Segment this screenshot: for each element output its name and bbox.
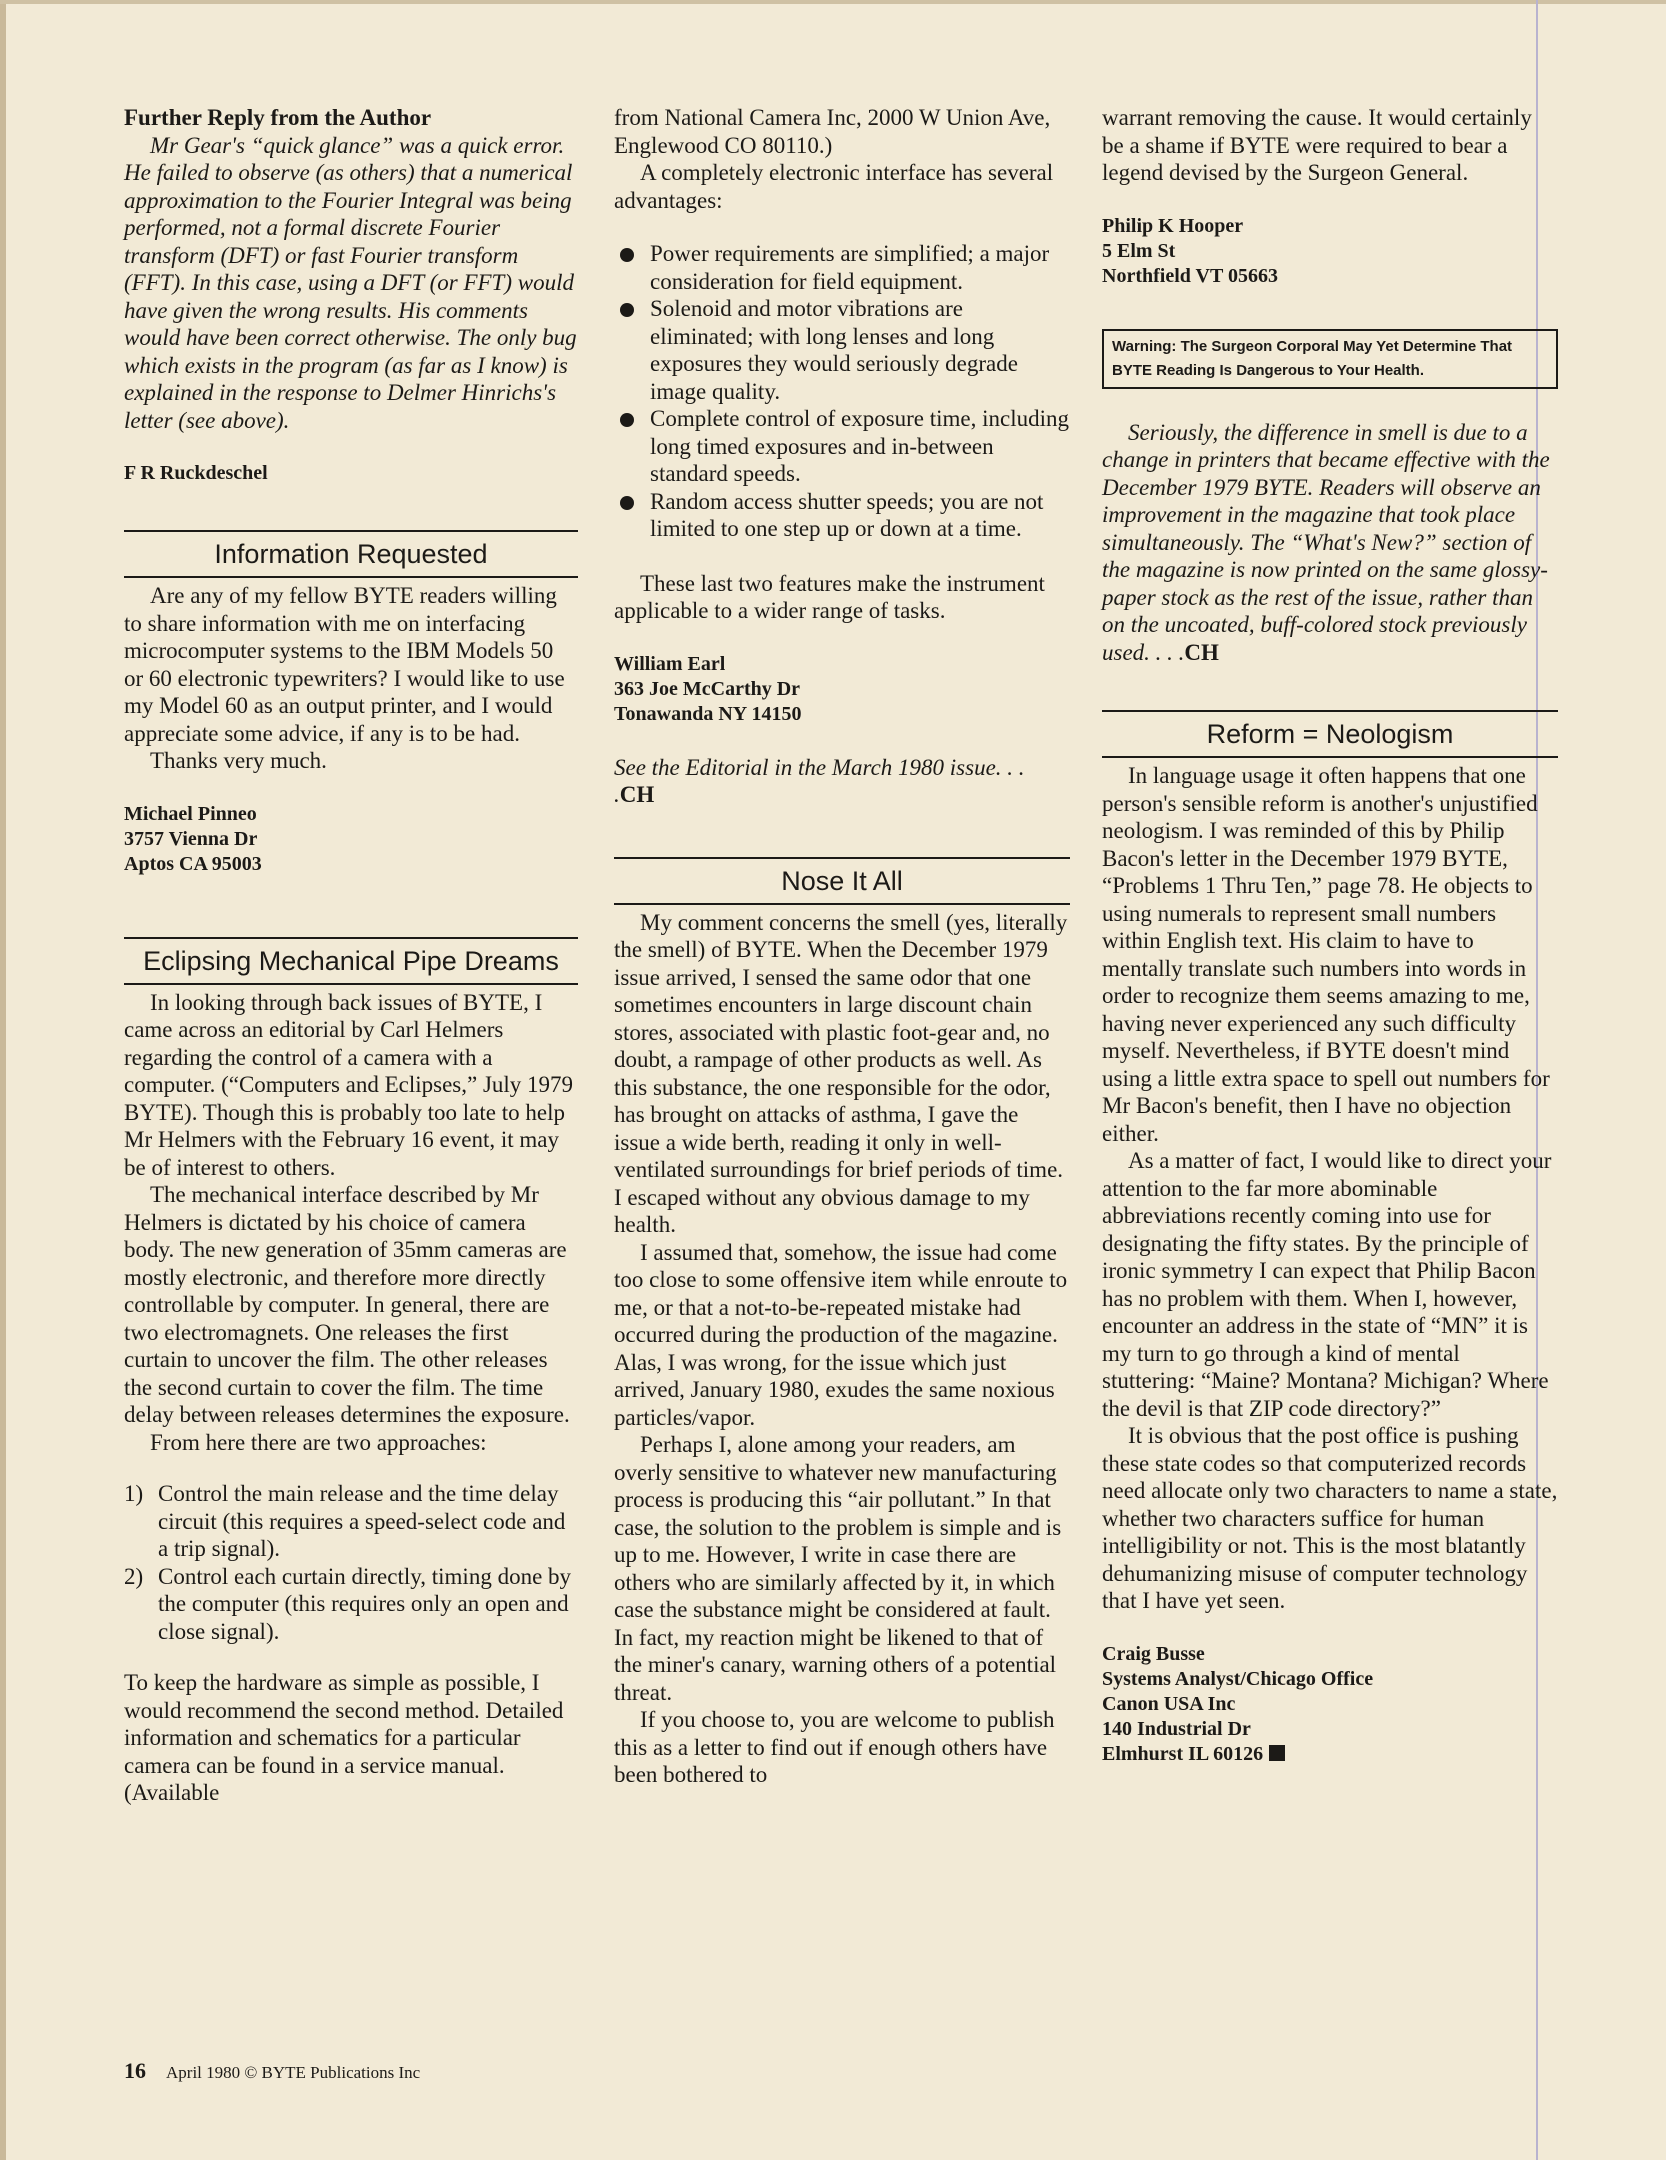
paragraph: As a matter of fact, I would like to direct your attention to the far more abominable abbreviations recently coming into use for designating the fifty states. By the principle of ironic symmetry I can expect that Philip Bacon has no problem with them. When I, however, encounter an address in the state of “MN” it is my turn to go through a kind of mental stuttering: “Maine? Montana? Michigan? Where the devil is that ZIP code directory?” bbox=[1102, 1148, 1552, 1421]
signature-line: 363 Joe McCarthy Dr bbox=[614, 677, 801, 700]
paragraph: warrant removing the cause. It would certainly be a shame if BYTE were required to bear a legend devised by the Surgeon General. bbox=[1102, 105, 1532, 185]
signature-line: Northfield VT 05663 bbox=[1102, 264, 1278, 287]
paragraph: In language usage it often happens that one person's sensible reform is another's unjustified neologism. I was reminded of this by Philip Bacon's letter in the December 1979 BYTE, “Problems 1 Thru Ten,” page 78. He objects to using numerals to represent small numbers within English text. His claim to have to mentally translate such numbers into words in order to recognize them seems amazing to me, having never experienced any such difficulty myself. Nevertheless, if BYTE doesn't mind using a little extra space to spell out numbers for Mr Bacon's benefit, then I have no objection either. bbox=[1102, 763, 1550, 1146]
paragraph: If you choose to, you are welcome to publish this as a letter to find out if enough others have been bothered to bbox=[614, 1707, 1055, 1787]
warning-box: Warning: The Surgeon Corporal May Yet Determine That BYTE Reading Is Dangerous to Your Health. bbox=[1102, 329, 1558, 389]
paragraph: Thanks very much. bbox=[150, 748, 327, 773]
section-title: Eclipsing Mechanical Pipe Dreams bbox=[124, 937, 578, 985]
page-edge bbox=[0, 0, 6, 2160]
paragraph: In looking through back issues of BYTE, I came across an editorial by Carl Helmers regarding the control of a camera with a computer. (“Computers and Eclipses,” July 1979 BYTE). Though this is probably too late to help Mr Helmers with the February 16 event, it may be of interest to others. bbox=[124, 989, 574, 1180]
signature-line: Tonawanda NY 14150 bbox=[614, 702, 802, 725]
signature-name: Michael Pinneo bbox=[124, 802, 257, 825]
section-title: Information Requested bbox=[124, 530, 578, 578]
signature-line: 140 Industrial Dr bbox=[1102, 1717, 1251, 1740]
paragraph: from National Camera Inc, 2000 W Union Ave, Englewood CO 80110.) bbox=[614, 105, 1051, 158]
list-item: Solenoid and motor vibrations are eliminated; with long lenses and long exposures they would seriously degrade image quality. bbox=[614, 295, 1070, 405]
paragraph: The mechanical interface described by Mr Helmers is dictated by his choice of camera body. The new generation of 35mm cameras are mostly electronic, and therefore more directly controllable by computer. In general, there are two electromagnets. One releases the first curtain to uncover the film. The other releases the second curtain to cover the film. The time delay between releases determines the exposure. bbox=[124, 1182, 570, 1427]
paragraph: My comment concerns the smell (yes, literally the smell) of BYTE. When the December 1979 issue arrived, I sensed the same odor that one sometimes encounters in large discount chain stores, associated with plastic foot-gear and, no doubt, a rampage of other products as well. As this substance, the one responsible for the odor, has brought on attacks of asthma, I gave the issue a wide berth, reading it only in well-ventilated surroundings for brief periods of time. I escaped without any obvious damage to my health. bbox=[614, 909, 1068, 1237]
list-item: 2) Control each curtain directly, timing done by the computer (this requires only an open and close signal). bbox=[124, 1563, 572, 1644]
advantages-list bbox=[614, 240, 1070, 543]
paragraph: Perhaps I, alone among your readers, am overly sensitive to whatever new manufacturing process is producing this “air pollutant.” In that case, the solution to the problem is simple and is up to me. However, I write in case there are others who are similarly affected by it, in which case the substance might be considered at fault. In fact, my reaction might be likened to that of the miner's canary, warning others of a potential threat. bbox=[614, 1432, 1062, 1705]
signature-name: Craig Busse bbox=[1102, 1642, 1205, 1665]
section-title: Nose It All bbox=[614, 857, 1070, 905]
paragraph: These last two features make the instrument applicable to a wider range of tasks. bbox=[614, 570, 1045, 623]
footer-credit: April 1980 © BYTE Publications Inc bbox=[166, 2063, 421, 2082]
letter-body: Mr Gear's “quick glance” was a quick error. He failed to observe (as others) that a numerical approximation to the Fourier Integral was being performed, not a formal discrete Fourier transform (DFT) or fast Fourier transform (FFT). In this case, using a DFT (or FFT) would have given the wrong results. His comments would have been correct otherwise. The only bug which exists in the program (as far as I know) is explained in the response to Delmer Hinrichs's letter (see above). bbox=[124, 132, 577, 433]
list-item: Power requirements are simplified; a major consideration for field equipment. bbox=[614, 240, 1070, 295]
paragraph: It is obvious that the post office is pushing these state codes so that computerized records need allocate only two characters to name a state, whether two characters suffice for human intelligibility or not. This is the most blatantly dehumanizing misuse of computer technology that I have yet seen. bbox=[1102, 1423, 1558, 1613]
signature-line: 3757 Vienna Dr bbox=[124, 827, 258, 850]
signature-name: William Earl bbox=[614, 652, 726, 675]
page-footer bbox=[124, 2058, 420, 2084]
section-title: Reform = Neologism bbox=[1102, 710, 1558, 758]
paragraph: Are any of my fellow BYTE readers willing to share information with me on interfacing microcomputer systems to the IBM Models 50 or 60 electronic typewriters? I would like to use my Model 60 as an output printer, and I would appreciate some advice, if any is to be had. bbox=[124, 583, 565, 746]
signature-line: Systems Analyst/Chicago Office bbox=[1102, 1667, 1374, 1690]
column-1 bbox=[124, 104, 578, 1807]
signature-line: Aptos CA 95003 bbox=[124, 852, 262, 875]
paragraph: A completely electronic interface has several advantages: bbox=[614, 160, 1054, 213]
signature-name: Philip K Hooper bbox=[1102, 214, 1244, 237]
paragraph: From here there are two approaches: bbox=[150, 1429, 487, 1455]
paragraph: To keep the hardware as simple as possible, I would recommend the second method. Detailed information and schematics for a particular camera can be found in a service manual. (Available bbox=[124, 1670, 564, 1805]
page-edge-top bbox=[0, 0, 1666, 4]
signature-line: Canon USA Inc bbox=[1102, 1692, 1236, 1715]
letter-heading: Further Reply from the Author bbox=[124, 105, 432, 130]
column-2 bbox=[614, 104, 1070, 1789]
list-item: 1) Control the main release and the time delay circuit (this requires a speed-select code and a trip signal). bbox=[124, 1481, 566, 1561]
page-number: 16 bbox=[124, 2058, 146, 2083]
editor-reply: Seriously, the difference in smell is due to a change in printers that became effective with the December 1979 BYTE. Readers will observe an improvement in the magazine that took place simultaneously. The “What's New?” section of the magazine is now printed on the same glossy-paper stock as the rest of the issue, rather than on the uncoated, buff-colored stock previously used. . . .CH bbox=[1102, 419, 1550, 665]
signature: F R Ruckdeschel bbox=[124, 462, 268, 484]
end-mark-icon bbox=[1269, 1745, 1285, 1761]
list-item: Random access shutter speeds; you are not limited to one step up or down at a time. bbox=[614, 488, 1070, 543]
list-item: Complete control of exposure time, including long timed exposures and in-between standard speeds. bbox=[614, 405, 1070, 488]
signature-line: 5 Elm St bbox=[1102, 239, 1176, 262]
column-3 bbox=[1102, 104, 1558, 1767]
approaches-list bbox=[124, 1480, 578, 1645]
editor-reply: See the Editorial in the March 1980 issue. . . .CH bbox=[614, 754, 1025, 807]
paragraph: I assumed that, somehow, the issue had come too close to some offensive item while enroute to me, or that a not-to-be-repeated mistake had occurred during the production of the magazine. Alas, I was wrong, for the issue which just arrived, January 1980, exudes the same noxious particles/vapor. bbox=[614, 1239, 1068, 1430]
signature-line: Elmhurst IL 60126 bbox=[1102, 1742, 1558, 1767]
